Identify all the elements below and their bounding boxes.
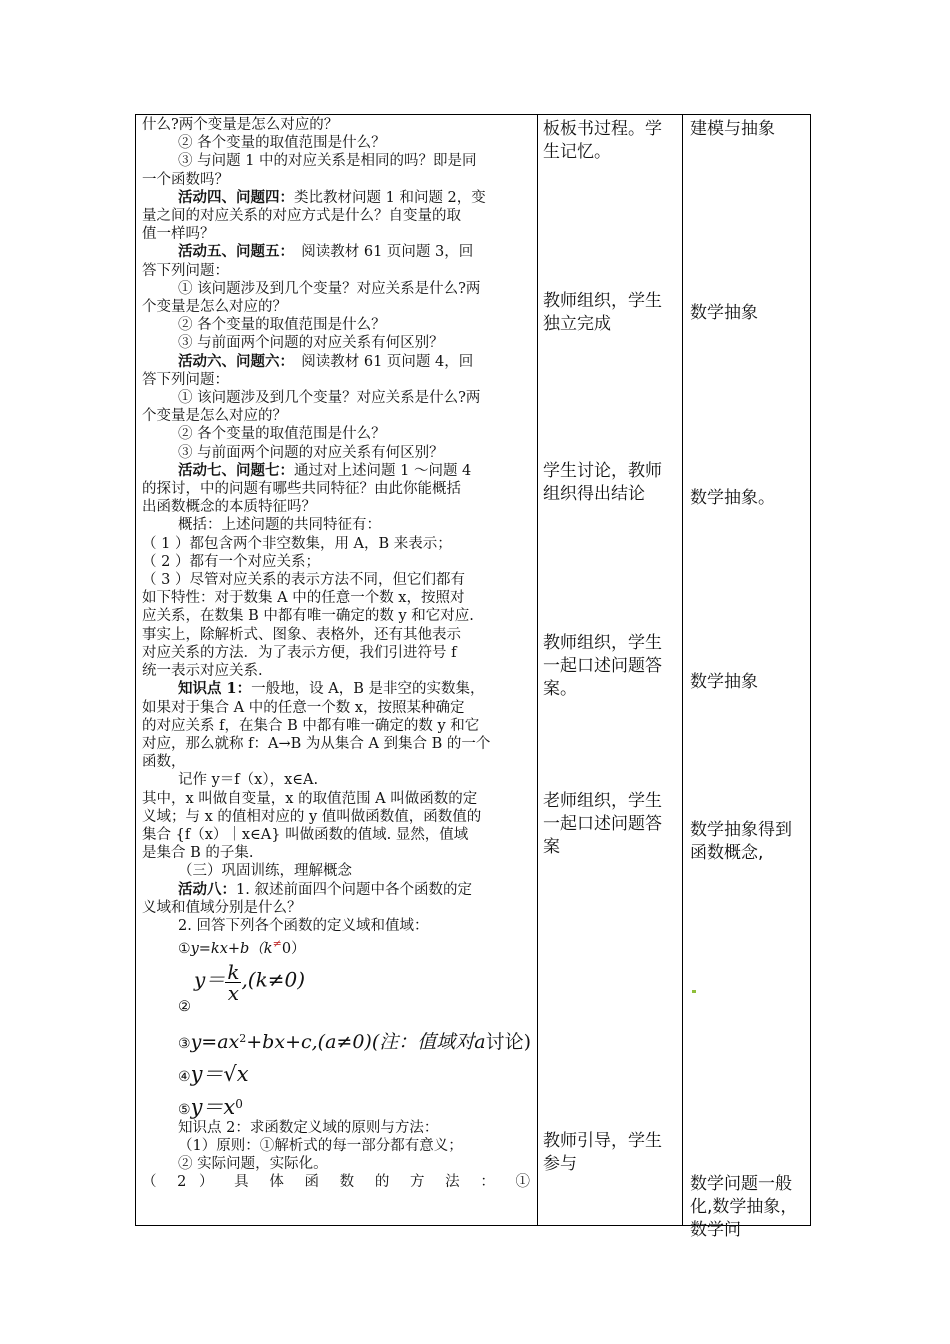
text-line: 出函数概念的本质特征吗？ bbox=[142, 499, 316, 516]
text-line: （ 3 ）尽管对应关系的表示方法不同，但它们都有 bbox=[142, 572, 465, 589]
text-line: 的探讨，中的问题有哪些共同特征？由此你能概括 bbox=[142, 481, 461, 498]
knowledge-heading: 知识点 2：求函数定义域的原则与方法： bbox=[178, 1119, 439, 1136]
formula-5: $⑤y=x^0$ bbox=[178, 1094, 243, 1119]
activity-label: 活动五、问题五： bbox=[178, 243, 287, 261]
text-line: 集合 {f（x）｜x∈A} 叫做函数的值域. 显然，值域 bbox=[142, 826, 469, 843]
text-line: 一个函数吗？ bbox=[142, 171, 229, 188]
teacher-note-1: 板板书过程。学生记忆。 bbox=[543, 119, 662, 162]
text-line: ② 各个变量的取值范围是什么？ bbox=[178, 317, 386, 334]
activity-label: 活动七、问题七： bbox=[178, 461, 294, 479]
literacy-note-6: 数学问题一般化,数学抽象，数学问 bbox=[690, 1174, 798, 1240]
text-line: 个变量是怎么对应的？ bbox=[142, 299, 287, 316]
text-line: 的对应关系 f，在集合 B 中都有唯一确定的数 y 和它 bbox=[142, 717, 480, 734]
text-line: 答下列问题： bbox=[142, 371, 229, 388]
text-line: （ 1 ）都包含两个非空数集，用 A，B 来表示； bbox=[142, 535, 452, 552]
text-line: 什么?两个变量是怎么对应的？ bbox=[142, 117, 339, 133]
text-line: ① 该问题涉及到几个变量？对应关系是什么?两 bbox=[178, 280, 481, 297]
text-line: 2. 回答下列各个函数的定义域和值域： bbox=[178, 917, 429, 934]
text-line: 义域和值域分别是什么？ bbox=[142, 899, 302, 916]
literacy-note-5: 数学抽象得到函数概念, bbox=[690, 820, 792, 863]
formula-2: y＝ $\frac{k}{x}$ ,(k≠0) bbox=[194, 960, 306, 1006]
fraction: $\frac{k}{x}$ bbox=[227, 960, 240, 1006]
knowledge-label: 知识点 1： bbox=[178, 680, 252, 698]
text-line: （1）原则：①解析式的每一部分都有意义； bbox=[178, 1137, 463, 1154]
text-line: 其中，x 叫做自变量，x 的取值范围 A 叫做函数的定 bbox=[142, 790, 478, 807]
teacher-note-3: 学生讨论，教师组织得出结论 bbox=[543, 461, 662, 504]
column-divider-2 bbox=[682, 114, 683, 1226]
activity-heading: 活动六、问题六： 阅读教材 61 页问题 4，回 bbox=[178, 352, 474, 370]
text-line: 应关系，在数集 B 中都有唯一确定的数 y 和它对应. bbox=[142, 608, 474, 625]
formula-3: $③y=ax^2+bx+c,(a\ne 0)$(注：值域对a讨论) bbox=[178, 1031, 531, 1054]
activity-label: 活动六、问题六： bbox=[178, 352, 287, 370]
text-line: ③ 与前面两个问题的对应关系有何区别？ bbox=[178, 444, 444, 461]
activity-heading: 活动八：1. 叙述前面四个问题中各个函数的定 bbox=[178, 880, 472, 898]
section-heading: （三）巩固训练，理解概念 bbox=[178, 863, 352, 880]
text-line: （ 2 ）都有一个对应关系； bbox=[142, 553, 320, 570]
activity-label: 活动八： bbox=[178, 880, 236, 898]
formula-1: ①y=kx+b（k≠0） bbox=[178, 937, 306, 957]
text-line: ③ 与问题 1 中的对应关系是相同的吗？即是同 bbox=[178, 153, 477, 170]
teacher-note-2: 教师组织，学生独立完成 bbox=[543, 291, 662, 334]
lesson-content-column bbox=[142, 116, 530, 1191]
text-line: （ 2 ） 具 体 函 数 的 方 法 ： ① bbox=[142, 1174, 530, 1191]
text-line: 对应，那么就称 f：A→B 为从集合 A 到集合 B 的一个 bbox=[142, 735, 491, 752]
green-mark bbox=[692, 990, 696, 993]
text-line: ② 各个变量的取值范围是什么？ bbox=[178, 135, 386, 152]
activity-heading: 活动七、问题七：通过对上述问题 1 ～问题 4 bbox=[178, 461, 472, 479]
column-divider-1 bbox=[537, 114, 538, 1226]
text-line: ② 实际问题，实际化。 bbox=[178, 1156, 328, 1173]
text-line: 函数， bbox=[142, 754, 186, 771]
formula-2-marker: ② bbox=[178, 999, 191, 1016]
formula-4: ④y＝√x bbox=[178, 1062, 249, 1087]
activity-heading: 活动五、问题五： 阅读教材 61 页问题 3，回 bbox=[178, 243, 474, 261]
teacher-note-5: 老师组织，学生一起口述问题答案 bbox=[543, 791, 662, 857]
teacher-note-6: 教师引导，学生参与 bbox=[543, 1131, 662, 1174]
text-line: ③ 与前面两个问题的对应关系有何区别？ bbox=[178, 335, 444, 352]
text-line: ① 该问题涉及到几个变量？对应关系是什么?两 bbox=[178, 390, 481, 407]
text-line: 记作 y＝f（x），x∈A. bbox=[178, 772, 319, 789]
text-line: 值一样吗？ bbox=[142, 226, 215, 243]
text-line: 个变量是怎么对应的？ bbox=[142, 408, 287, 425]
text-line: 如果对于集合 A 中的任意一个数 x，按照某种确定 bbox=[142, 699, 465, 716]
text-line: ② 各个变量的取值范围是什么？ bbox=[178, 426, 386, 443]
text-line: 事实上，除解析式、图象、表格外，还有其他表示 bbox=[142, 626, 461, 643]
text-line: 是集合 B 的子集. bbox=[142, 845, 254, 862]
text-line: 对应关系的方法．为了表示方便，我们引进符号 f bbox=[142, 644, 457, 661]
activity-label: 活动四、问题四： bbox=[178, 188, 294, 206]
literacy-note-1: 建模与抽象 bbox=[690, 119, 775, 139]
text-line: 答下列问题： bbox=[142, 262, 229, 279]
activity-heading: 活动四、问题四：类比教材问题 1 和问题 2，变 bbox=[178, 188, 486, 206]
literacy-note-4: 数学抽象 bbox=[690, 672, 758, 692]
literacy-note-3: 数学抽象。 bbox=[690, 488, 775, 508]
knowledge-heading: 知识点 1：一般地，设 A，B 是非空的实数集， bbox=[178, 680, 485, 698]
text-line: 量之间的对应关系的对应方式是什么？自变量的取 bbox=[142, 208, 461, 225]
text-line: 如下特性：对于数集 A 中的任意一个数 x，按照对 bbox=[142, 590, 465, 607]
text-line: 概括：上述问题的共同特征有： bbox=[178, 517, 381, 534]
literacy-note-2: 数学抽象 bbox=[690, 303, 758, 323]
text-line: 义域；与 x 的值相对应的 y 值叫做函数值，函数值的 bbox=[142, 808, 482, 825]
text-line: 统一表示对应关系. bbox=[142, 663, 263, 680]
teacher-note-4: 教师组织，学生一起口述问题答案。 bbox=[543, 633, 662, 699]
